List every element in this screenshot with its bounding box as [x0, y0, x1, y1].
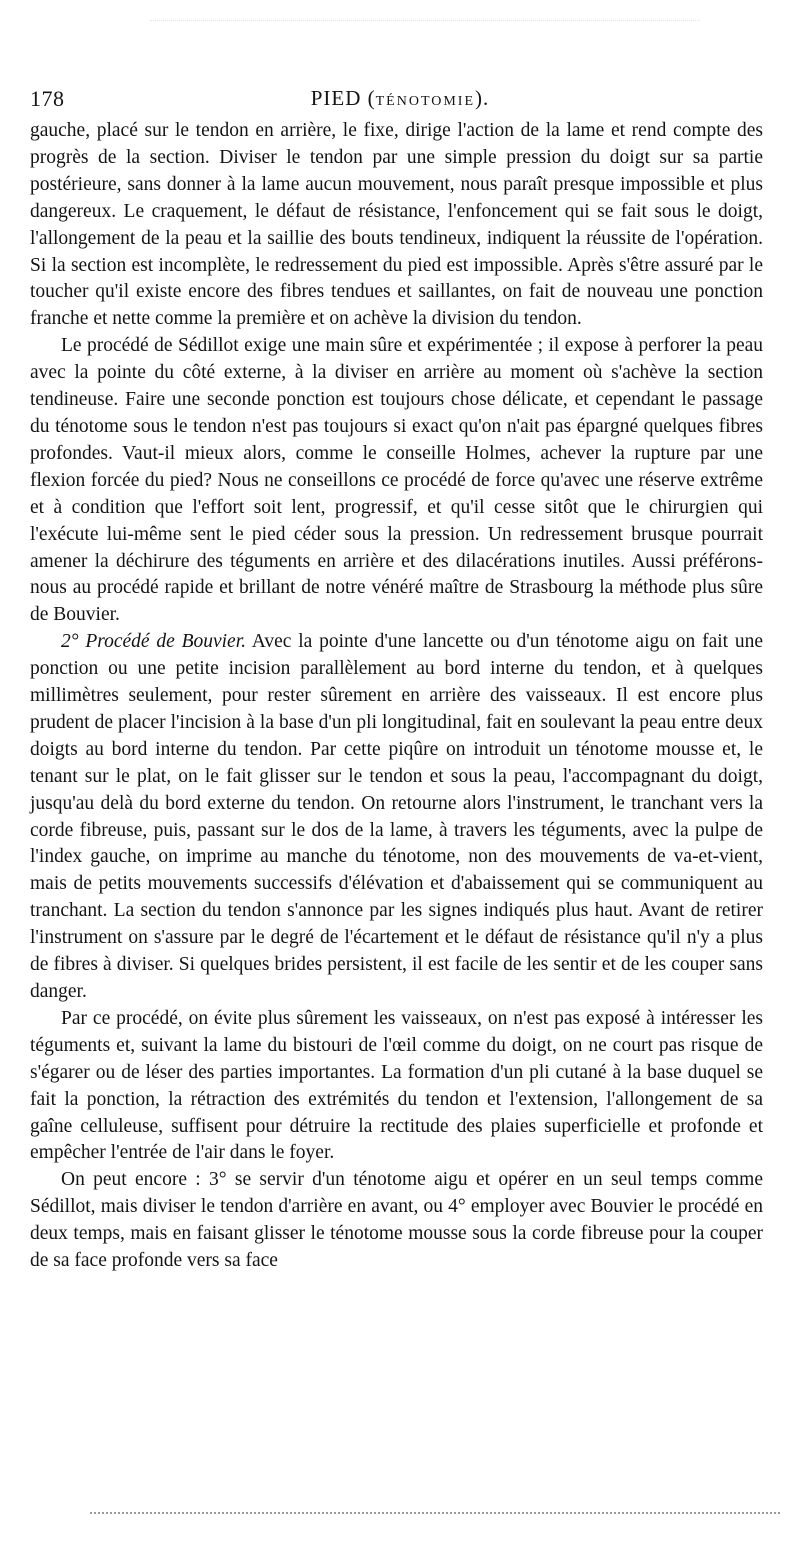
paragraph-continuation: gauche, placé sur le tendon en arrière, le fixe, dirige l'action de la lame et rend compte des progrès de la section. Diviser le tendon par une simple pression du doigt sur sa partie postérieure, sans donner à la lame aucun mouvement, nous paraît presque impossible et plus dangereux. Le craquement, le défaut de résistance, l'enfoncement qui se fait sous le doigt, l'allongement de la peau et la saillie des bouts tendineux, indiquent la réussite de l'opération. Si la section est incomplète, le redressement du pied est impossible. Après s'être assuré par le toucher qu'il existe encore des fibres tendues et saillantes, on fait de nouveau une ponction franche et nette comme la première et on achève la division du tendon.: [30, 120, 763, 330]
running-title-close: ).: [475, 86, 490, 110]
paragraph-bouvier: [30, 629, 763, 1006]
page-number: 178: [30, 86, 65, 111]
paragraph-sedillot: Le procédé de Sédillot exige une main sûre et expérimentée ; il expose à perforer la peau avec la pointe du côté externe, à la diviser en arrière au moment où s'achève la section tendineuse. Faire une seconde ponction est toujours chose délicate, et cependant le passage du ténotome sous le tendon n'est pas toujours si exact qu'on n'ait pas épargné quelques fibres profondes. Vaut-il mieux alors, comme le conseille Holmes, achever la rupture par une flexion forcée du pied? Nous ne conseillons ce procédé de force qu'avec une réserve extrême et à condition que l'effort soit lent, progressif, et qu'il cesse sitôt que le chirurgien qui l'exécute lui-même sent le pied céder sous la pression. Un redressement brusque pourrait amener la déchirure des téguments en arrière et des dilacérations inutiles. Aussi préférons-nous au procédé rapide et brillant de notre vénéré maître de Strasbourg la méthode plus sûre de Bouvier.: [30, 335, 763, 626]
running-head: [30, 86, 770, 116]
running-title: [30, 86, 770, 111]
paragraph-par-ce-procede: Par ce procédé, on évite plus sûrement les vaisseaux, on n'est pas exposé à intéresser les téguments et, suivant la lame du bistouri de l'œil comme du doigt, on ne court pas risque de s'égarer ou de léser des parties importantes. La formation d'un pli cutané à la base duquel se fait la ponction, la rétraction des extrémités du tendon et l'extension, l'allongement de sa gaîne celluleuse, suffisent pour détruire la rectitude des plaies superficielle et profonde et empêcher l'entrée de l'air dans le foyer.: [30, 1007, 763, 1164]
paragraph-on-peut-encore: On peut encore : 3° se servir d'un ténotome aigu et opérer en un seul temps comme Sédillot, mais diviser le tendon d'arrière en avant, ou 4° employer avec Bouvier le procédé en deux temps, mais en faisant glisser le ténotome mousse sous la corde fibreuse pour la couper de sa face profonde vers sa face: [30, 1169, 763, 1272]
running-title-smallcaps: TÉNOTOMIE: [375, 94, 476, 109]
paragraph-bouvier-text: Avec la pointe d'une lancette ou d'un ténotome aigu on fait une ponction ou une petite incision parallèlement au bord interne du tendon, et à quelques millimètres seulement, pour rester sûrement en arrière des vaisseaux. Il est encore plus prudent de placer l'incision à la base d'un pli longitudinal, fait en soulevant la peau entre deux doigts au bord interne du tendon. Par cette piqûre on introduit un ténotome mousse et, le tenant sur le plat, on le fait glisser sur le tendon et sous la peau, l'accompagnant du doigt, jusqu'au delà du bord externe du tendon. On retourne alors l'instrument, le tranchant vers la corde fibreuse, puis, passant sur le dos de la lame, à travers les téguments, avec la pulpe de l'index gauche, on imprime au manche du ténotome, non des mouvements de va-et-vient, mais de petits mouvements successifs d'élévation et d'abaissement qui se communiquent au tranchant. La section du tendon s'annonce par les signes indiqués plus haut. Avant de retirer l'instrument on s'assure par le degré de l'écartement et le défaut de résistance qu'il n'y a plus de fibres à diviser. Si quelques brides persistent, il est facile de les sentir et de les couper sans danger.: [30, 631, 764, 1002]
running-title-main: PIED (: [310, 86, 376, 110]
section-heading-bouvier: 2° Procédé de Bouvier.: [61, 631, 247, 653]
footer-dotted-rule: [90, 1512, 780, 1514]
body-text: [30, 118, 763, 1275]
scan-noise: [150, 20, 700, 61]
